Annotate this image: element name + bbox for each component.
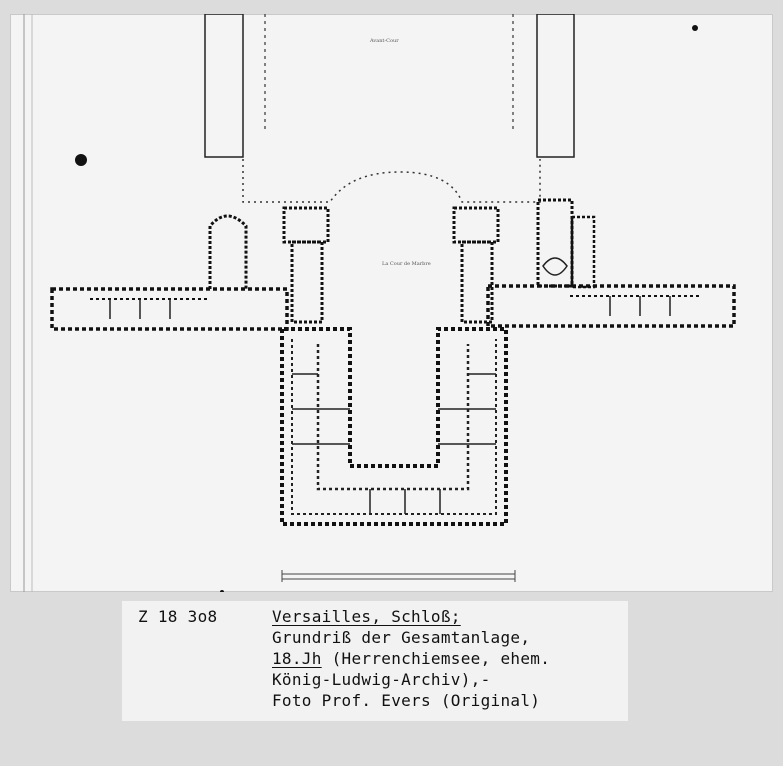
floor-plan-drawing [10, 14, 773, 592]
card-line-4: König-Ludwig-Archiv),- [272, 670, 491, 689]
right-front-pavilion [454, 208, 498, 242]
left-front-pavilion [284, 208, 328, 242]
ink-spot [220, 590, 224, 592]
scale-bar [282, 570, 515, 582]
right-wing [488, 286, 734, 326]
right-avant-cour-wing [537, 14, 574, 157]
card-line-2: Grundriß der Gesamtanlage, [272, 628, 531, 647]
left-forewing [292, 242, 322, 322]
card-title: Versailles, Schloß; [272, 607, 461, 626]
plan-photograph [10, 14, 773, 592]
right-stair-block [538, 200, 572, 286]
avant-cour-label: Avant-Cour [370, 38, 399, 44]
court-label: La Cour de Marbre [382, 261, 431, 267]
card-date: 18.Jh [272, 649, 322, 668]
main-corps-de-logis [282, 329, 506, 524]
card-line-3 [272, 649, 550, 668]
left-avant-cour-wing [205, 14, 243, 157]
card-line-3-rest: (Herrenchiemsee, ehem. [321, 649, 551, 668]
staircase-oval [543, 258, 567, 275]
ink-spot [75, 154, 87, 166]
courtyard-railing [243, 159, 540, 202]
ink-spot [692, 25, 698, 31]
left-chapel [210, 216, 246, 289]
card-line-5: Foto Prof. Evers (Original) [272, 691, 541, 710]
inventory-number: Z 18 3o8 [138, 607, 218, 626]
archive-catalogue-card [122, 601, 628, 721]
